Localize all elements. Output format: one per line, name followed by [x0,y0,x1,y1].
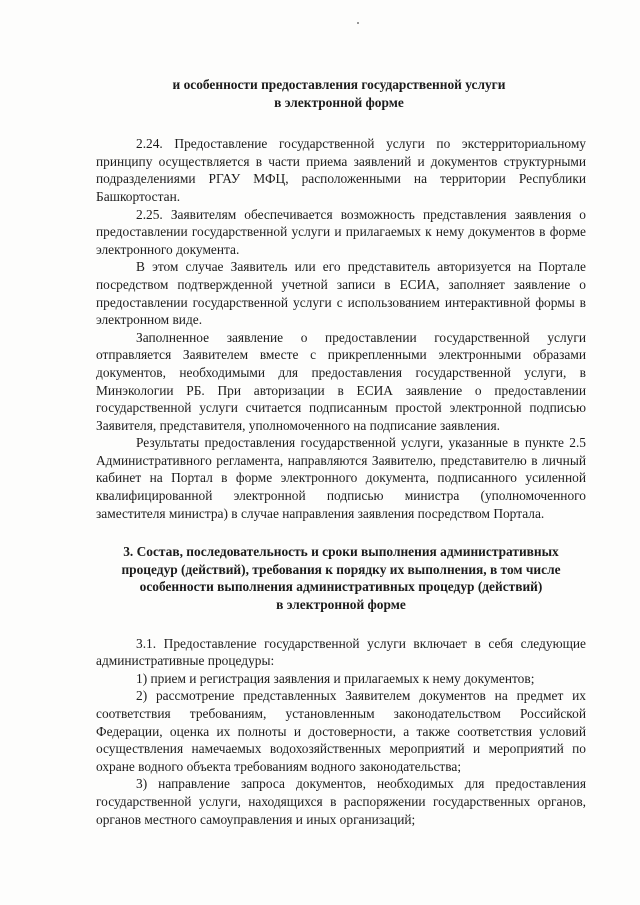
paragraph: Результаты предоставления государственной услуги, указанные в пункте 2.5 Административного регламента, направляются Заявителю, представителю в личный кабинет на Портал в форме электронного документа, подписанного усиленной квалифицированной электронной подписью министра (уполномоченного заместителя министра) в случае направления заявления посредством Портала. [96,435,586,521]
document-body [96,76,586,828]
list-item: 2) рассмотрение представленных Заявителем документов на предмет их соответствия требованиям, установленным законодательством Российской Федерации, оценка их полноты и достоверности, а также соответствия условий осуществления намечаемых водохозяйственных мероприятий и мероприятий по охране водного объекта требованиям водного законодательства; [96,688,586,774]
paragraph: 3.1. Предоставление государственной услуги включает в себя следующие административные процедуры: [96,635,586,669]
heading-line: в электронной форме [276,597,406,613]
list-item: 1) прием и регистрация заявления и прилагаемых к нему документов; [136,670,535,686]
list-item: 3) направление запроса документов, необходимых для предоставления государственной услуги, находящихся в распоряжении государственных органов, органов местного самоуправления и иных организаций; [96,776,586,827]
heading-line: особенности выполнения административных процедур (действий) [139,579,543,595]
paragraph: 2.25. Заявителям обеспечивается возможность представления заявления о предоставлении государственной услуги и прилагаемых к нему документов в форме электронного документа. [96,206,586,257]
section-heading [90,543,592,613]
paragraph: Заполненное заявление о предоставлении государственной услуги отправляется Заявителем вместе с прикрепленными электронными образами документов, необходимыми для предоставления государственной услуги, в Минэкологии РБ. При авторизации в ЕСИА заявление о предоставлении государственной услуги считается подписанным простой электронной подписью Заявителя, представителя, уполномоченного на подписание заявления. [96,329,586,433]
heading-line: процедур (действий), требования к порядку их выполнения, в том числе [121,561,561,577]
heading-line: и особенности предоставления государственной услуги [172,77,506,92]
subsection-heading [92,76,586,111]
paragraph: 2.24. Предоставление государственной услуги по экстерриториальному принципу осуществляется в части приема заявлений и документов структурными подразделениями РГАУ МФЦ, расположенными на территории Республики Башкортостан. [96,136,586,204]
scan-speck [357,22,359,24]
heading-line: 3. Состав, последовательность и сроки выполнения административных [123,544,559,560]
paragraph: В этом случае Заявитель или его представитель авторизуется на Портале посредством подтвержденной учетной записи в ЕСИА, заполняет заявление о предоставлении государственной услуги с использованием интерактивной формы в электронном виде. [96,259,586,328]
heading-line: в электронной форме [274,94,404,110]
